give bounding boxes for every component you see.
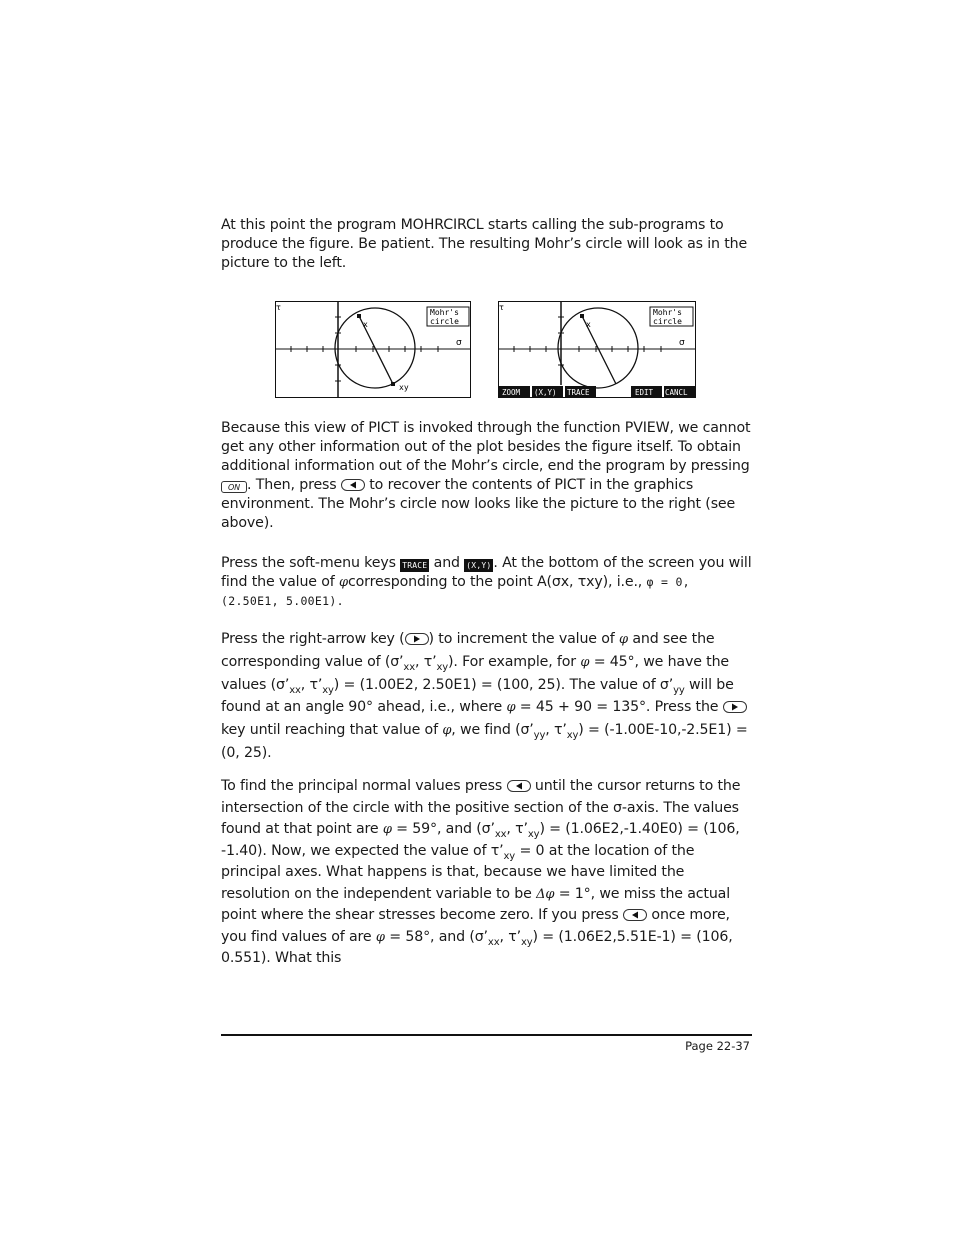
text-span: ) = (-1.00E-10,-2.5E1) = (0, 25). xyxy=(221,722,748,761)
text-span: key until reaching that value of xyxy=(221,722,438,738)
screen-point-x-label: x xyxy=(363,320,368,329)
text-span: and see the corresponding value of (σ’ xyxy=(221,631,715,670)
text-span: ) = (1.06E2,5.51E-1) = (106, 0.551). What this xyxy=(221,928,733,966)
text-span: = 59°, and (σ’ xyxy=(396,821,495,837)
phi-symbol: φ xyxy=(618,632,628,647)
text-span: once more, you find values of are xyxy=(221,907,730,945)
phi-symbol: φ xyxy=(375,929,385,945)
text-span: , τ’ xyxy=(545,722,567,738)
softmenu-paragraph xyxy=(221,554,753,611)
text-span: , we find (σ’ xyxy=(451,722,534,738)
screen-sigma-axis-label: σ xyxy=(679,338,685,348)
screen-tau-axis-label: τ xyxy=(276,303,281,312)
subscript: yy xyxy=(533,730,546,741)
text-span: . Then, press xyxy=(247,477,337,493)
screen-sigma-axis-label: σ xyxy=(456,338,462,348)
screen-label-line2: circle xyxy=(430,317,459,326)
screen-point-x-label: x xyxy=(586,320,591,329)
delta-phi-symbol: Δφ xyxy=(536,886,555,902)
text-span: = 0 at the location of the principal axes. What happens is that, because we have limited the resolution on the independent variable to be xyxy=(221,842,695,902)
left-arrow-key-icon xyxy=(341,479,365,491)
phi-symbol: φ xyxy=(339,575,348,590)
subscript: xy xyxy=(566,730,579,741)
subscript: xx xyxy=(487,936,500,948)
page-number: Page 22-37 xyxy=(685,1039,750,1053)
text-span: ) = (1.06E2,-1.40E0) = (106, -1.40). Now, we expected the value of τ’ xyxy=(221,821,740,859)
intro-paragraph: At this point the program MOHRCIRCL starts calling the sub-programs to produce the figure. Be patient. The resulting Mohr’s circle will look as in the picture to the left. xyxy=(221,217,748,271)
text-span: , τ’ xyxy=(414,654,437,670)
text-span: = 45°, we have the values (σ’ xyxy=(221,654,729,693)
text-span: will be found at an angle 90° ahead, i.e., where xyxy=(221,677,734,715)
screen-label-line2: circle xyxy=(653,317,682,326)
principal-values-paragraph xyxy=(221,776,753,970)
trace-softkey-icon: TRACE xyxy=(402,561,428,570)
menu-xy[interactable]: (X,Y) xyxy=(534,388,557,397)
right-arrow-key-icon xyxy=(723,701,747,713)
phi-symbol: φ xyxy=(442,723,452,738)
mohr-circle-screen-left xyxy=(275,301,471,398)
text-span: ). For example, for xyxy=(448,654,576,670)
menu-trace[interactable]: TRACE xyxy=(567,388,590,397)
left-arrow-key-icon xyxy=(507,780,531,792)
text-span: and xyxy=(433,555,460,571)
left-arrow-key-icon xyxy=(623,909,647,921)
subscript: xy xyxy=(436,662,448,673)
text-span: corresponding to the point A(σx, τxy), i.e., xyxy=(347,574,643,590)
text-span: to recover the contents of PICT in the graphics environment. The Mohr’s circle now looks like the picture to the right (see above). xyxy=(221,477,736,531)
text-span: = 45 + 90 = 135°. Press the xyxy=(519,699,719,715)
subscript: xy xyxy=(527,829,540,840)
text-span: Press the right-arrow key ( xyxy=(221,631,405,647)
subscript: xy xyxy=(503,850,516,862)
xy-softkey-icon: (X,Y) xyxy=(466,561,492,570)
text-span: ) to increment the value of xyxy=(428,631,615,647)
text-span: . At the bottom of the screen you will find the value of xyxy=(221,555,752,590)
on-key-icon: ON xyxy=(221,481,247,493)
right-arrow-key-icon xyxy=(405,633,429,645)
screen-label-line1: Mohr's xyxy=(430,308,459,317)
phi-symbol: φ xyxy=(382,822,392,837)
subscript: xy xyxy=(322,685,334,696)
text-span: To find the principal normal values press xyxy=(221,778,503,794)
code-snippet: φ = 0, (2.50E1, 5.00E1). xyxy=(221,575,690,608)
phi-symbol: φ xyxy=(580,655,590,670)
text-span: ) = (1.00E2, 2.50E1) = (100, 25). The value of σ’ xyxy=(333,677,674,693)
text-span: = 58°, and (σ’ xyxy=(389,928,488,945)
menu-edit[interactable]: EDIT xyxy=(635,388,654,397)
mohr-circle-screen-right xyxy=(498,301,694,398)
subscript: xy xyxy=(520,936,533,948)
phi-symbol: φ xyxy=(506,700,516,715)
text-span: = 1°, we miss the actual point where the shear stresses become zero. If you press xyxy=(221,885,731,923)
text-span: Because this view of PICT is invoked through the function PVIEW, we cannot get any other information out of the plot besides the figure itself. To obtain additional information out of the Mohr’s circle, end the program by pressing xyxy=(221,420,751,474)
screen-label-line1: Mohr's xyxy=(653,308,682,317)
text-span: until the cursor returns to the intersection of the circle with the positive section of the σ-axis. The values found at that point are xyxy=(221,778,741,837)
pview-paragraph xyxy=(221,419,753,533)
menu-cancel[interactable]: CANCL xyxy=(665,388,688,397)
subscript: xx xyxy=(494,829,507,840)
footer-rule xyxy=(221,1034,752,1036)
subscript: xx xyxy=(289,685,301,696)
menu-zoom[interactable]: ZOOM xyxy=(502,388,521,397)
screen-point-xy-label: xy xyxy=(399,383,409,392)
right-arrow-paragraph xyxy=(221,628,753,764)
text-span: , τ’ xyxy=(499,928,521,945)
subscript: xx xyxy=(403,662,415,673)
text-span: Press the soft-menu keys xyxy=(221,555,396,571)
screen-tau-axis-label: τ xyxy=(499,303,504,312)
subscript: yy xyxy=(673,685,685,696)
text-span: , τ’ xyxy=(300,677,323,693)
text-span: , τ’ xyxy=(506,821,528,837)
